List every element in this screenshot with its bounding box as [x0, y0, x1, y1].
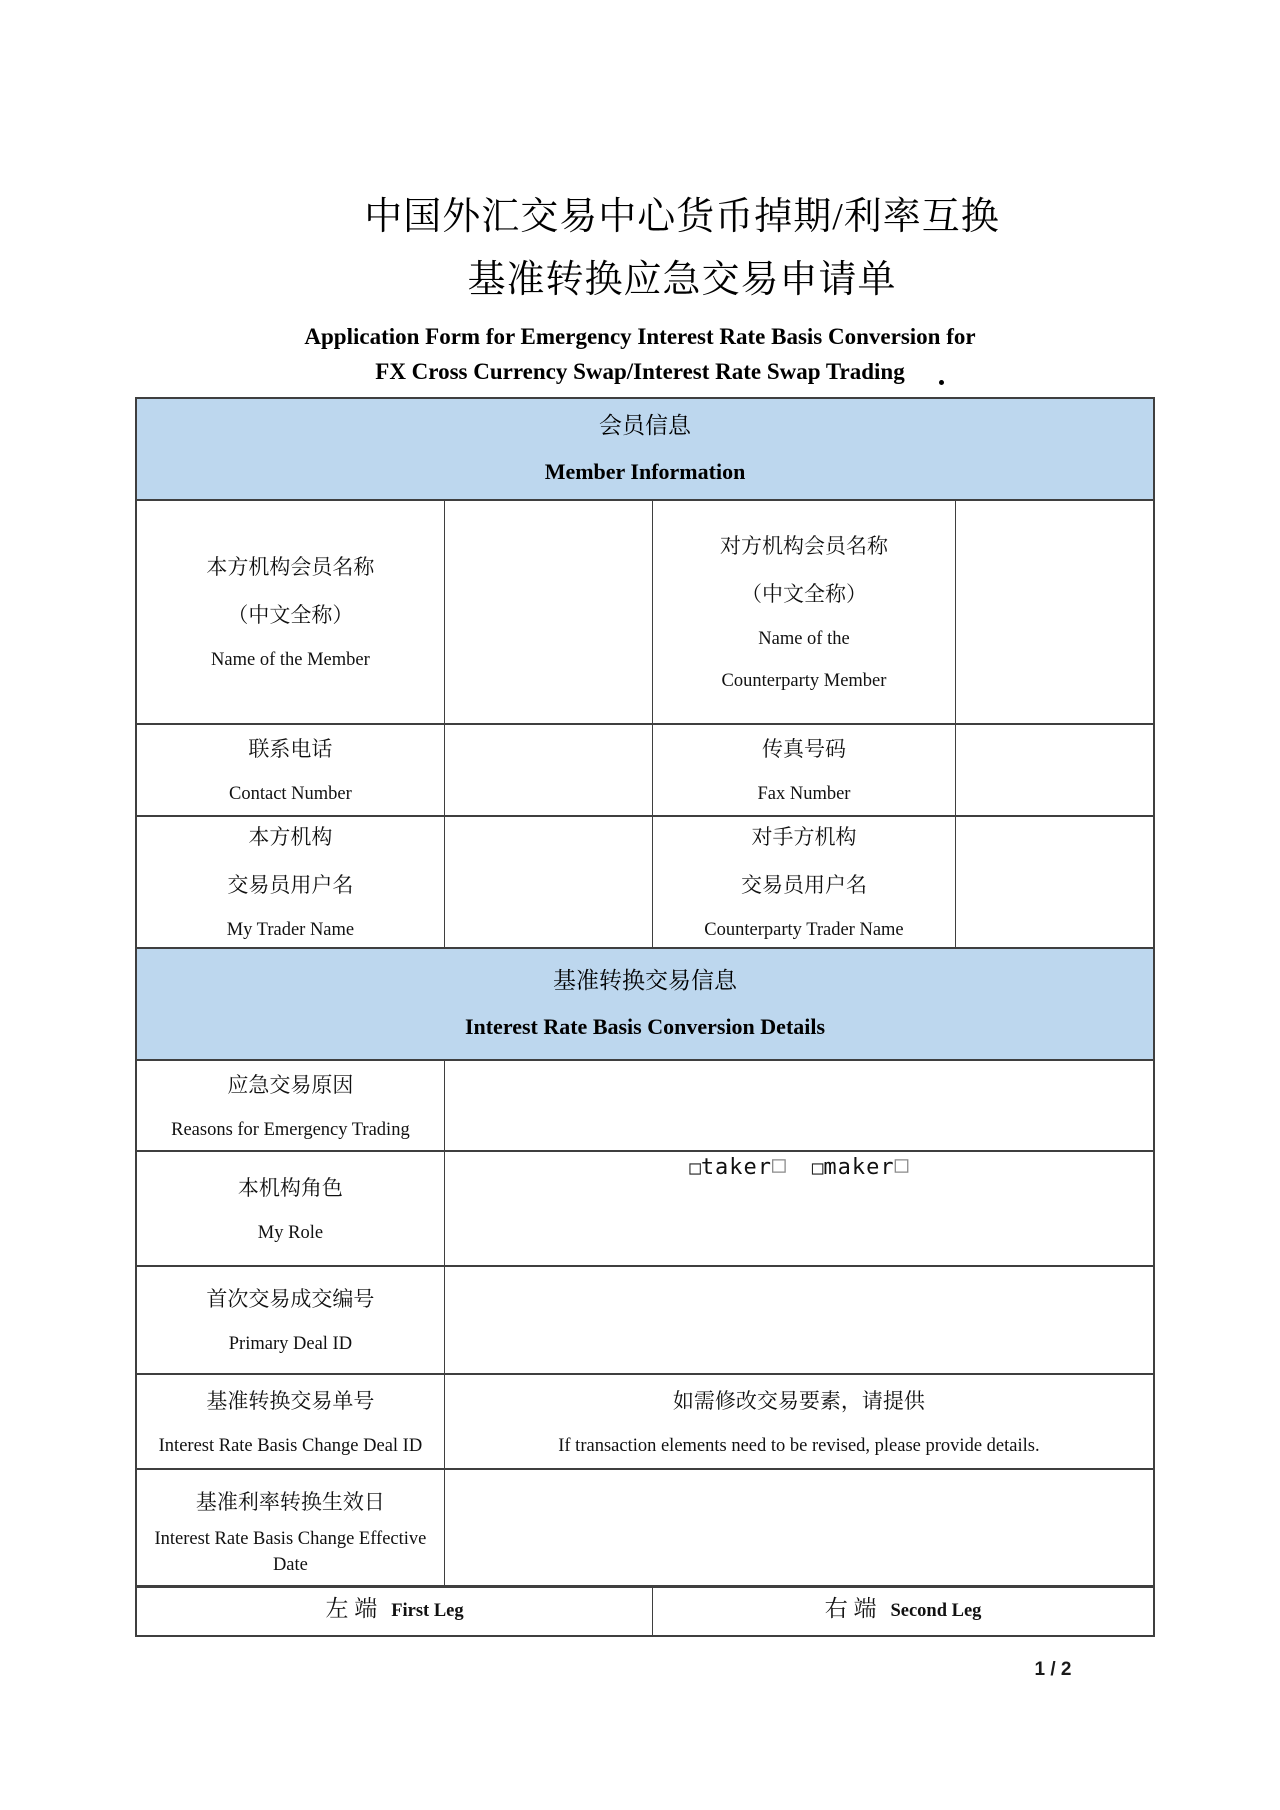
taker-missing-glyph-box: □	[772, 1152, 786, 1178]
label-counterparty-en1: Name of the	[758, 629, 850, 649]
label-reasons-zh: 应急交易原因	[227, 1072, 354, 1097]
table-row-member-names	[137, 499, 1153, 723]
member-info-header-zh: 会员信息	[599, 413, 691, 438]
note-cell-revision-details	[444, 1375, 1153, 1468]
label-name-of-member-en: Name of the Member	[211, 650, 370, 670]
member-info-header-en: Member Information	[544, 459, 746, 484]
label-contact-en: Contact Number	[229, 784, 352, 804]
role-option-taker[interactable]	[689, 1154, 786, 1180]
label-name-of-member-zh1: 本方机构会员名称	[206, 555, 375, 579]
label-contact-number	[137, 725, 444, 815]
label-fax-number	[652, 725, 955, 815]
label-my-trader-name	[137, 817, 444, 947]
input-cell-my-role	[444, 1152, 1153, 1265]
taker-checkbox-icon[interactable]: □	[689, 1157, 701, 1179]
label-my-role-zh: 本机构角色	[237, 1175, 343, 1200]
label-my-trader-zh2: 交易员用户名	[227, 873, 354, 897]
input-cell-primary-deal-id[interactable]	[444, 1267, 1153, 1373]
label-my-role-en: My Role	[257, 1222, 324, 1243]
conversion-details-section-header	[137, 947, 1153, 1059]
input-cell-name-of-counterparty-member[interactable]	[955, 501, 1153, 723]
table-row-contact-fax	[137, 723, 1153, 815]
input-cell-my-trader-name[interactable]	[444, 817, 652, 947]
role-option-maker-label: maker	[823, 1155, 895, 1180]
maker-missing-glyph-box: □	[894, 1152, 909, 1178]
second-leg-zh: 右 端	[824, 1596, 877, 1621]
table-row-basis-change-deal-id	[137, 1373, 1153, 1468]
input-cell-reasons[interactable]	[444, 1061, 1153, 1150]
label-cp-trader-zh1: 对手方机构	[751, 825, 857, 849]
label-counterparty-zh2: （中文全称）	[740, 582, 867, 606]
table-row-primary-deal-id	[137, 1265, 1153, 1373]
first-leg-en: First Leg	[391, 1601, 464, 1621]
label-counterparty-zh1: 对方机构会员名称	[719, 534, 888, 558]
table-row-legs	[137, 1585, 1153, 1635]
label-deal-en: Interest Rate Basis Change Deal ID	[158, 1435, 423, 1456]
input-cell-name-of-member[interactable]	[444, 501, 652, 723]
label-contact-zh: 联系电话	[248, 737, 333, 761]
label-reasons-en: Reasons for Emergency Trading	[171, 1119, 410, 1140]
input-cell-contact-number[interactable]	[444, 725, 652, 815]
input-cell-fax-number[interactable]	[955, 725, 1153, 815]
label-name-of-member-zh2: （中文全称）	[227, 603, 354, 627]
label-deal-zh: 基准转换交易单号	[206, 1388, 375, 1413]
input-cell-effective-date[interactable]	[444, 1470, 1153, 1585]
input-cell-counterparty-trader-name[interactable]	[955, 817, 1153, 947]
conversion-header-en: Interest Rate Basis Conversion Details	[464, 1014, 826, 1039]
label-counterparty-en2: Counterparty Member	[721, 671, 887, 691]
label-cp-trader-en: Counterparty Trader Name	[704, 920, 904, 940]
table-row-effective-date	[137, 1468, 1153, 1585]
label-primary-deal-id	[137, 1267, 444, 1373]
label-name-of-counterparty-member	[652, 501, 955, 723]
label-name-of-member	[137, 501, 444, 723]
label-primary-zh: 首次交易成交编号	[206, 1287, 375, 1311]
label-reasons-for-emergency-trading	[137, 1061, 444, 1150]
application-form-table	[135, 397, 1155, 1637]
form-title-en-line2: FX Cross Currency Swap/Interest Rate Swap Trading	[375, 359, 905, 384]
conversion-header-zh: 基准转换交易信息	[553, 968, 737, 993]
label-basis-change-deal-id	[137, 1375, 444, 1468]
label-effective-date	[137, 1470, 444, 1585]
first-leg-zh: 左 端	[325, 1596, 378, 1621]
label-cp-trader-zh2: 交易员用户名	[740, 873, 867, 897]
table-row-reasons	[137, 1059, 1153, 1150]
label-my-trader-zh1: 本方机构	[248, 825, 333, 849]
form-title-zh-line1: 中国外汇交易中心货币掉期/利率互换	[364, 196, 1000, 238]
role-option-taker-label: taker	[700, 1155, 773, 1180]
label-fax-en: Fax Number	[757, 784, 851, 804]
table-row-my-role	[137, 1150, 1153, 1265]
table-row-trader-names	[137, 815, 1153, 947]
print-speck	[939, 380, 944, 385]
label-fax-zh: 传真号码	[761, 737, 846, 761]
form-title-zh-line2: 基准转换应急交易申请单	[467, 259, 897, 301]
label-primary-en: Primary Deal ID	[228, 1334, 353, 1354]
note-revision-zh: 如需修改交易要素，请提供	[672, 1388, 925, 1413]
note-revision-en: If transaction elements need to be revised, please provide details.	[558, 1435, 1040, 1456]
maker-checkbox-icon[interactable]: □	[811, 1157, 824, 1179]
label-my-trader-en: My Trader Name	[226, 920, 355, 940]
label-effective-en: Interest Rate Basis Change Effective Date	[154, 1528, 427, 1575]
label-effective-zh: 基准利率转换生效日	[195, 1489, 385, 1514]
first-leg-header-cell	[137, 1588, 652, 1635]
label-my-role	[137, 1152, 444, 1265]
form-title-en-line1: Application Form for Emergency Interest Rate Basis Conversion for	[304, 324, 976, 349]
label-counterparty-trader-name	[652, 817, 955, 947]
second-leg-header-cell	[652, 1588, 1153, 1635]
page-number: 1 / 2	[1034, 1659, 1072, 1680]
role-option-maker[interactable]	[812, 1154, 909, 1180]
second-leg-en: Second Leg	[890, 1601, 982, 1621]
member-information-section-header	[137, 399, 1153, 499]
